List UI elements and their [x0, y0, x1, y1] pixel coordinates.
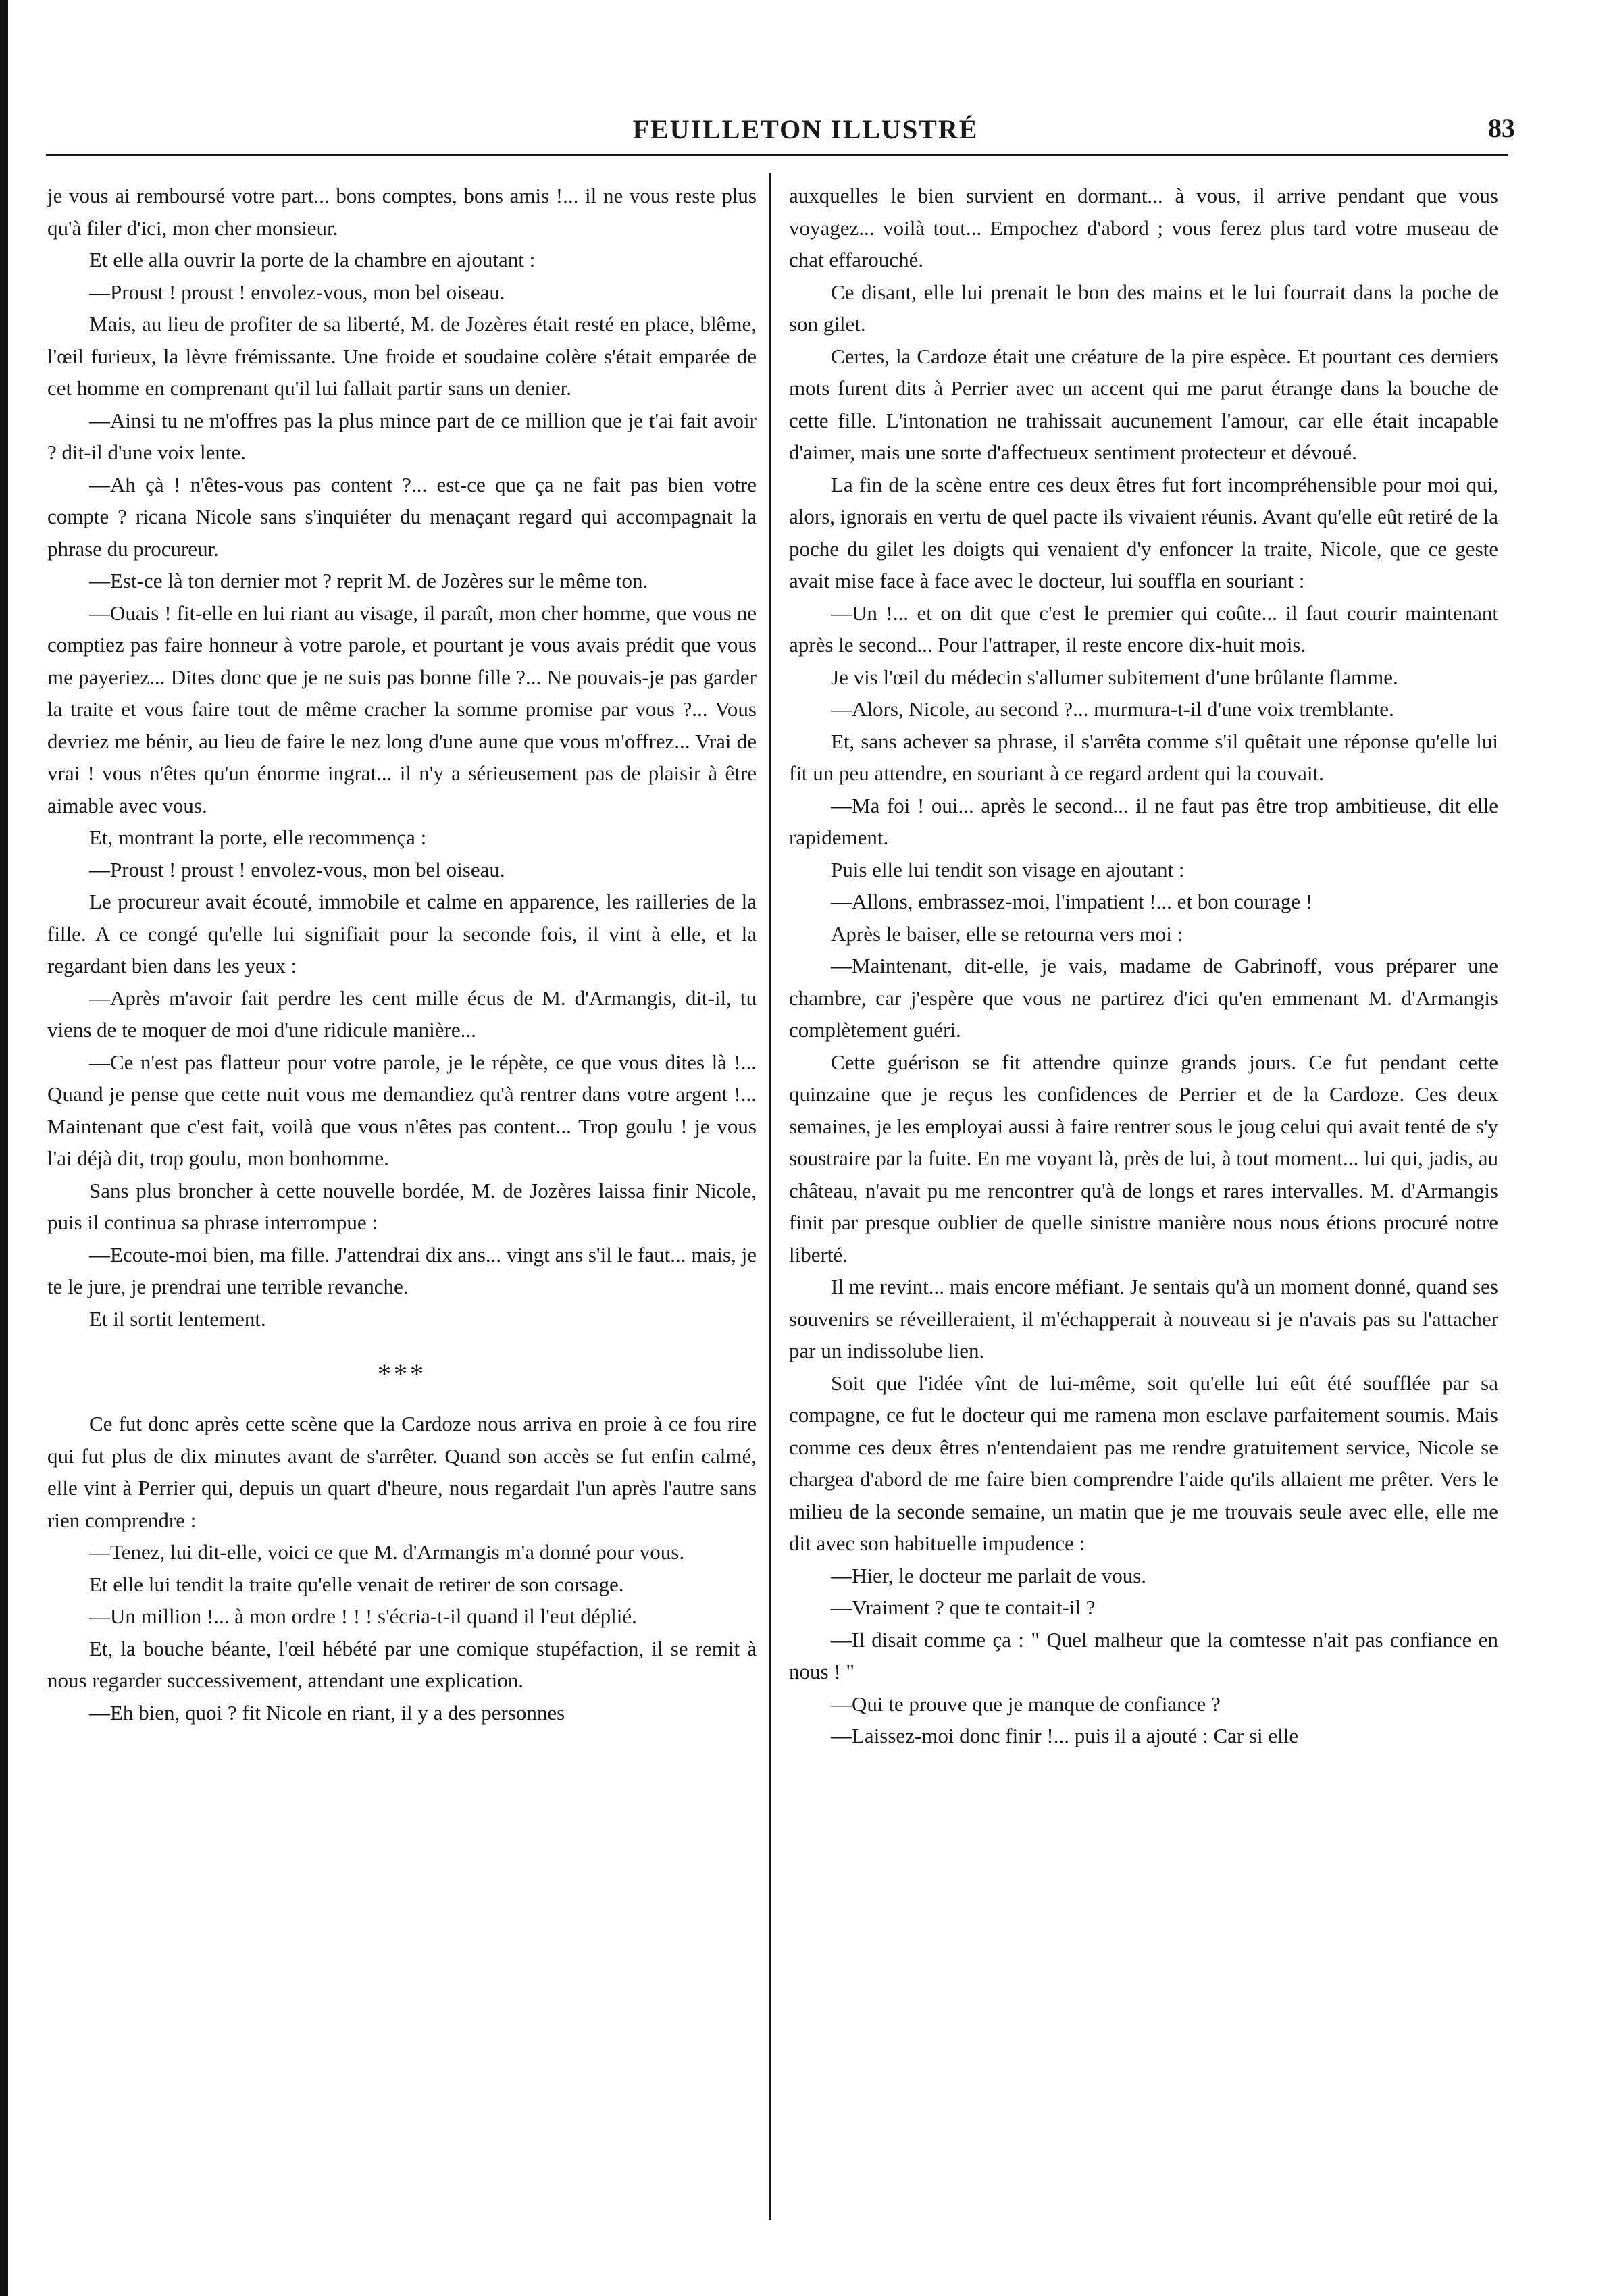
paragraph: —Tenez, lui dit-elle, voici ce que M. d'Armangis m'a donné pour vous. — [89, 1540, 685, 1564]
paragraph: Et elle alla ouvrir la porte de la chambre en ajoutant : — [89, 248, 536, 272]
paragraph: Et elle lui tendit la traite qu'elle venait de retirer de son corsage. — [89, 1572, 624, 1596]
paragraph: Le procureur avait écouté, immobile et calme en apparence, les railleries de la fille. A ce congé qu'elle lui signifiait pour la seconde fois, il vint à elle, et la regardant bien dans les yeux : — [47, 890, 757, 977]
paragraph: —Un million !... à mon ordre ! ! ! s'écria-t-il quand il l'eut déplié. — [89, 1604, 637, 1628]
paragraph: —Ainsi tu ne m'offres pas la plus mince part de ce million que je t'ai fait avoir ? dit-il d'une voix lente. — [47, 408, 757, 464]
section-break-asterism: *** — [378, 1358, 426, 1389]
paragraph: —Après m'avoir fait perdre les cent mille écus de M. d'Armangis, dit-il, tu viens de te moquer de moi d'une ridicule manière... — [47, 986, 757, 1042]
header-rule — [46, 154, 1508, 156]
left-column-text — [47, 180, 757, 1335]
column-divider — [769, 173, 771, 2220]
paragraph: Et, montrant la porte, elle recommença : — [89, 825, 427, 849]
paragraph: Soit que l'idée vînt de lui-même, soit qu'elle lui eût été soufflée par sa compagne, ce fut le docteur qui me ramena mon esclave parfaitement soumis. Mais comme ces deux êtres n'entendaient pas me rendre gratuitement service, Nicole se chargea d'abord de me faire bien comprendre l'aide qu'ils allaient me prêter. Vers le milieu de la seconde semaine, un matin que je me trouvais seule avec elle, elle me dit avec son habituelle impudence : — [789, 1371, 1498, 1555]
paragraph: Cette guérison se fit attendre quinze grands jours. Ce fut pendant cette quinzaine que je reçus les confidences de Perrier et de la Cardoze. Ces deux semaines, je les employai aussi à faire rentrer sous le joug celui qui avait tenté de s'y soustraire par la fuite. En me voyant là, près de lui, à tout moment... lui qui, jadis, au château, n'avait pu me rencontrer qu'à de longs et rares intervalles. M. d'Armangis finit par presque oublier de quelle sinistre manière nous nous étions procuré notre liberté. — [789, 1050, 1498, 1267]
paragraph: —Vraiment ? que te contait-il ? — [831, 1596, 1096, 1619]
paragraph: —Il disait comme ça : " Quel malheur que la comtesse n'ait pas confiance en nous ! " — [789, 1627, 1498, 1683]
paragraph: Il me revint... mais encore méfiant. Je sentais qu'à un moment donné, quand ses souvenirs se réveilleraient, il m'échapperait à nouveau si je n'avais pas su l'attacher par un indissolube lien. — [789, 1275, 1498, 1362]
paragraph: —Qui te prouve que je manque de confiance ? — [831, 1691, 1221, 1716]
paragraph: Mais, au lieu de profiter de sa liberté, M. de Jozères était resté en place, blême, l'œil furieux, la lèvre frémissante. Une froide et soudaine colère s'était emparée de cet homme en comprenant qu'il lui fallait partir sans un denier. — [47, 312, 757, 400]
page-header-title: FEUILLETON ILLUSTRÉ — [632, 114, 979, 145]
page-number: 83 — [1488, 113, 1515, 143]
right-column-text — [789, 180, 1498, 1752]
paragraph: Après le baiser, elle se retourna vers moi : — [831, 921, 1183, 946]
page-edge-shadow — [0, 0, 8, 2296]
right-column — [789, 180, 1498, 2247]
paragraph: —Est-ce là ton dernier mot ? reprit M. de Jozères sur le même ton. — [89, 569, 648, 592]
paragraph: La fin de la scène entre ces deux êtres fut fort incompréhensible pour moi qui, alors, ignorais en vertu de quel pacte ils vivaient réunis. Avant qu'elle eût retiré de la poche du gilet les doigts qui venaient d'y enfoncer la traite, Nicole, que ce geste avait mise face à face avec le docteur, lui souffla en souriant : — [789, 472, 1498, 592]
paragraph: —Laissez-moi donc finir !... puis il a ajouté : Car si elle — [831, 1724, 1299, 1747]
paragraph: —Proust ! proust ! envolez-vous, mon bel oiseau. — [89, 280, 505, 304]
paragraph: Sans plus broncher à cette nouvelle bordée, M. de Jozères laissa finir Nicole, puis il continua sa phrase interrompue : — [47, 1178, 757, 1234]
paragraph: —Ma foi ! oui... après le second... il ne faut pas être trop ambitieuse, dit elle rapidement. — [789, 793, 1498, 849]
paragraph: —Ah çà ! n'êtes-vous pas content ?... est-ce que ça ne fait pas bien votre compte ? ricana Nicole sans s'inquiéter du menaçant regard qui accompagnait la phrase du procureur. — [47, 472, 757, 561]
paragraph: —Maintenant, dit-elle, je vais, madame de Gabrinoff, vous préparer une chambre, car j'espère que vous ne partirez d'ici qu'en emmenant M. d'Armangis complètement guéri. — [789, 954, 1498, 1042]
paragraph: Ce fut donc après cette scène que la Cardoze nous arriva en proie à ce fou rire qui fut plus de dix minutes avant de s'arrêter. Quand son accès se fut enfin calmé, elle vint à Perrier qui, depuis un quart d'heure, nous regardait l'un après l'autre sans rien comprendre : — [47, 1412, 757, 1532]
paragraph: —Un !... et on dit que c'est le premier qui coûte... il faut courir maintenant après le second... Pour l'attraper, il reste encore dix-huit mois. — [789, 601, 1498, 657]
paragraph: Je vis l'œil du médecin s'allumer subitement d'une brûlante flamme. — [831, 665, 1398, 689]
left-column — [47, 180, 757, 2247]
paragraph: —Eh bien, quoi ? fit Nicole en riant, il y a des personnes — [89, 1700, 565, 1725]
paragraph: —Ce n'est pas flatteur pour votre parole, je le répète, ce que vous dites là !... Quand je pense que cette nuit vous me demandiez qu'à rentrer dans votre argent !... Maintenant que c'est fait, voilà que vous n'êtes pas content... Trop goulu ! je vous l'ai déjà dit, trop goulu, mon bonhomme. — [47, 1050, 757, 1170]
paragraph: Et, sans achever sa phrase, il s'arrêta comme s'il quêtait une réponse qu'elle lui fit un peu attendre, en souriant à ce regard ardent qui la couvait. — [789, 729, 1498, 785]
left-column-text-after-break — [47, 1408, 757, 1729]
paragraph: Certes, la Cardoze était une créature de la pire espèce. Et pourtant ces derniers mots furent dits à Perrier avec un accent qui me parut étrange dans la bouche de cette fille. L'intonation ne trahissait aucunement l'amour, car elle était incapable d'aimer, mais une sorte d'affectueux sentiment protecteur et dévoué. — [789, 344, 1498, 464]
paragraph: —Proust ! proust ! envolez-vous, mon bel oiseau. — [89, 857, 505, 882]
paragraph: —Hier, le docteur me parlait de vous. — [831, 1563, 1147, 1587]
paragraph: Puis elle lui tendit son visage en ajoutant : — [831, 857, 1185, 882]
paragraph: Et il sortit lentement. — [89, 1306, 266, 1331]
paragraph: —Ecoute-moi bien, ma fille. J'attendrai dix ans... vingt ans s'il le faut... mais, je te le jure, je prendrai une terrible revanche. — [47, 1242, 757, 1298]
paragraph: Et, la bouche béante, l'œil hébété par une comique stupéfaction, il se remit à nous regarder successivement, attendant une explication. — [47, 1636, 757, 1692]
paragraph: je vous ai remboursé votre part... bons comptes, bons amis !... il ne vous reste plus qu'à filer d'ici, mon cher monsieur. — [47, 184, 757, 240]
paragraph: auxquelles le bien survient en dormant... à vous, il arrive pendant que vous voyagez... voilà tout... Empochez d'abord ; vous ferez plus tard votre museau de chat effarouché. — [789, 184, 1498, 272]
paragraph: —Alors, Nicole, au second ?... murmura-t-il d'une voix tremblante. — [831, 697, 1394, 721]
paragraph: —Ouais ! fit-elle en lui riant au visage, il paraît, mon cher homme, que vous ne comptiez pas faire honneur à votre parole, et pourtant je vous avais prédit que vous me payeriez... Dites donc que je ne suis pas bonne fille ?... Ne pouvais-je pas garder la traite et vous faire tout de même cracher la somme promise par vous ?... Vous devriez me bénir, au lieu de faire le nez long d'une aune que vous m'offrez... Vrai de vrai ! vous n'êtes qu'un énorme ingrat... il n'y a sérieusement pas de plaisir à être aimable avec vous. — [47, 601, 757, 817]
paragraph: Ce disant, elle lui prenait le bon des mains et le lui fourrait dans la poche de son gilet. — [789, 280, 1498, 336]
paragraph: —Allons, embrassez-moi, l'impatient !... et bon courage ! — [831, 890, 1313, 913]
